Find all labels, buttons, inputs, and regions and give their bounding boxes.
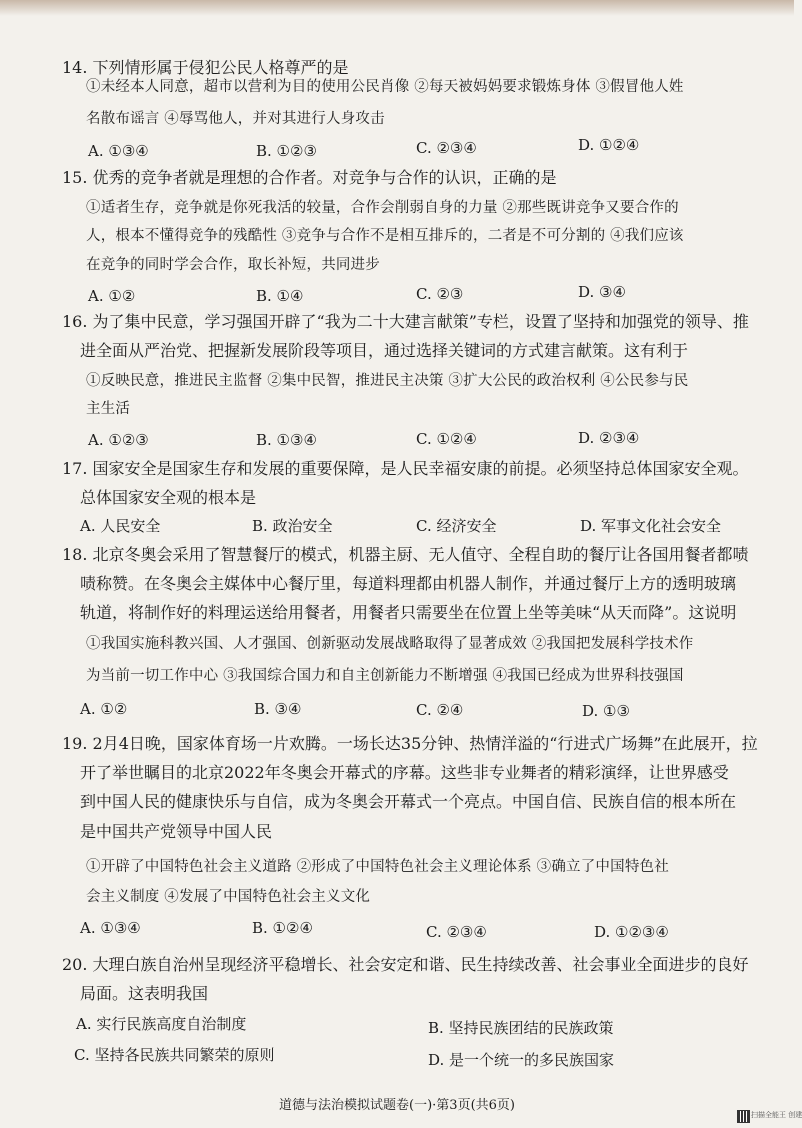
- choice-c: C. ②③④: [416, 139, 477, 157]
- choice-b: B. ①②③: [256, 142, 317, 160]
- choice-a: A. 实行民族高度自治制度: [76, 1015, 247, 1033]
- choice-a: A. ①②③: [88, 431, 149, 449]
- choice-d: D. 是一个统一的多民族国家: [428, 1051, 615, 1069]
- choice-c: C. ②③: [416, 285, 464, 303]
- question-stem: 15. 优秀的竞争者就是理想的合作者。对竞争与合作的认识，正确的是: [62, 168, 557, 187]
- question-statements: 在竞争的同时学会合作，取长补短，共同进步: [86, 257, 380, 273]
- page-footer: 道德与法治模拟试题卷(一)·第3页(共6页): [279, 1098, 515, 1113]
- question-stem: 是中国共产党领导中国人民: [80, 822, 273, 841]
- choice-a: A. ①③④: [80, 919, 141, 937]
- question-stem: 局面。这表明我国: [80, 984, 209, 1003]
- choice-c: C. 经济安全: [416, 517, 497, 535]
- scanner-watermark: 扫描全能王 创建: [751, 1111, 802, 1119]
- choice-c: C. ②③④: [426, 923, 487, 941]
- question-statements: 人，根本不懂得竞争的残酷性 ③竞争与合作不是相互排斥的，二者是不可分割的 ④我们应该: [86, 228, 684, 244]
- choice-a: A. ①③④: [88, 142, 149, 160]
- choice-a: A. ①②: [80, 700, 128, 718]
- question-stem: 16. 为了集中民意，学习强国开辟了“我为二十大建言献策”专栏，设置了坚持和加强党的领导、推: [62, 312, 749, 331]
- question-stem: 到中国人民的健康快乐与自信，成为冬奥会开幕式一个亮点。中国自信、民族自信的根本所在: [80, 792, 737, 811]
- question-statements: ①开辟了中国特色社会主义道路 ②形成了中国特色社会主义理论体系 ③确立了中国特色社: [86, 859, 669, 875]
- choice-b: B. ③④: [254, 700, 302, 718]
- choice-b: B. 政治安全: [252, 517, 333, 535]
- choice-c: C. ②④: [416, 701, 464, 719]
- choice-a: A. 人民安全: [80, 517, 161, 535]
- question-statements: ①反映民意，推进民主监督 ②集中民智，推进民主决策 ③扩大公民的政治权利 ④公民参与民: [86, 373, 689, 389]
- question-statements: ①适者生存，竞争就是你死我活的较量，合作会削弱自身的力量 ②那些既讲竞争又要合作的: [86, 200, 679, 216]
- choice-d: D. ②③④: [578, 429, 640, 447]
- choice-b: B. 坚持民族团结的民族政策: [428, 1019, 614, 1037]
- choice-b: B. ①②④: [252, 919, 313, 937]
- scan-edge: [0, 0, 794, 16]
- question-statements: 会主义制度 ④发展了中国特色社会主义文化: [86, 889, 371, 905]
- question-stem: 19. 2月4日晚，国家体育场一片欢腾。一场长达35分钟、热情洋溢的“行进式广场舞”在此展开，拉: [62, 734, 758, 753]
- choice-d: D. ①②③④: [594, 923, 669, 941]
- question-stem: 17. 国家安全是国家生存和发展的重要保障，是人民幸福安康的前提。必须坚持总体国家安全观。: [62, 459, 749, 478]
- choice-d: D. 军事文化社会安全: [580, 517, 722, 535]
- question-stem: 啧称赞。在冬奥会主媒体中心餐厅里，每道料理都由机器人制作，并通过餐厅上方的透明玻璃: [80, 574, 737, 593]
- choice-c: C. ①②④: [416, 430, 477, 448]
- choice-d: D. ③④: [578, 283, 626, 301]
- question-statements: ①未经本人同意，超市以营利为目的使用公民肖像 ②每天被妈妈要求锻炼身体 ③假冒他人姓: [86, 79, 684, 95]
- question-stem: 20. 大理白族自治州呈现经济平稳增长、社会安定和谐、民生持续改善、社会事业全面进步的良好: [62, 955, 749, 974]
- question-stem: 进全面从严治党、把握新发展阶段等项目，通过选择关键词的方式建言献策。这有利于: [80, 341, 689, 360]
- choice-b: B. ①③④: [256, 431, 317, 449]
- question-statements: ①我国实施科教兴国、人才强国、创新驱动发展战略取得了显著成效 ②我国把发展科学技术作: [86, 636, 694, 652]
- choice-c: C. 坚持各民族共同繁荣的原则: [74, 1046, 275, 1064]
- choice-d: D. ①③: [582, 702, 630, 720]
- question-stem: 14. 下列情形属于侵犯公民人格尊严的是: [62, 58, 349, 77]
- question-statements: 名散布谣言 ④辱骂他人，并对其进行人身攻击: [86, 111, 385, 127]
- question-stem: 轨道，将制作好的料理运送给用餐者，用餐者只需要坐在位置上坐等美味“从天而降”。这说明: [80, 603, 737, 622]
- choice-a: A. ①②: [88, 287, 136, 305]
- question-stem: 18. 北京冬奥会采用了智慧餐厅的模式，机器主厨、无人值守、全程自助的餐厅让各国用餐者都啧: [62, 545, 749, 564]
- qr-code-icon: [737, 1110, 750, 1123]
- choice-b: B. ①④: [256, 287, 304, 305]
- question-stem: 总体国家安全观的根本是: [80, 488, 257, 507]
- question-statements: 主生活: [86, 401, 131, 417]
- question-stem: 开了举世瞩目的北京2022年冬奥会开幕式的序幕。这些非专业舞者的精彩演绎，让世界感受: [80, 763, 729, 782]
- choice-d: D. ①②④: [578, 136, 640, 154]
- question-statements: 为当前一切工作中心 ③我国综合国力和自主创新能力不断增强 ④我国已经成为世界科技强国: [86, 668, 684, 684]
